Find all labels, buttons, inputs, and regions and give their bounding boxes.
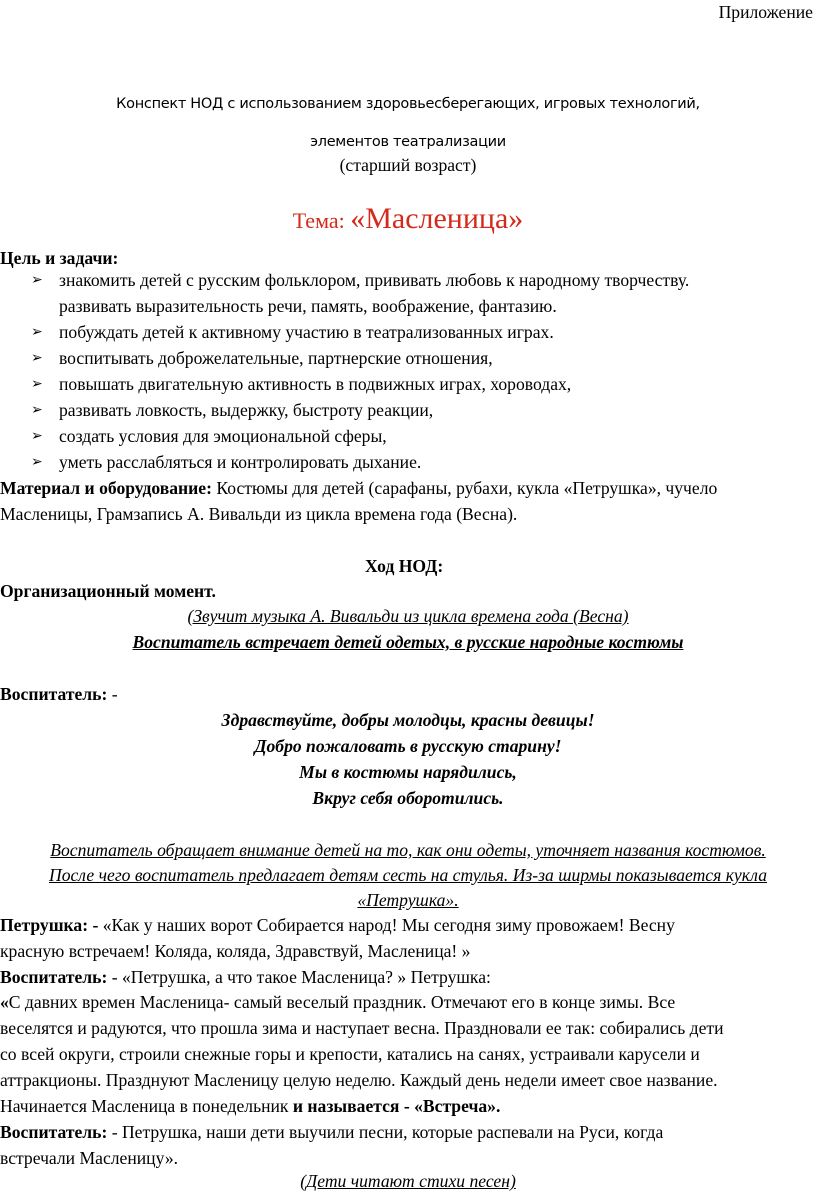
story-line (0, 989, 675, 1015)
course-heading: Ход НОД: (365, 556, 444, 576)
arrow-bullet-icon: ➢ (31, 351, 43, 366)
goal-item: побуждать детей к активному участию в театрализованных играх. (59, 322, 554, 342)
poem-line: Вкруг себя оборотились. (312, 788, 504, 808)
teacher-label: Воспитатель: (0, 1122, 108, 1142)
teacher-line (0, 681, 118, 707)
teacher-reply (0, 1119, 663, 1145)
goal-item: знакомить детей с русским фольклором, прививать любовь к народному творчеству. (59, 270, 690, 290)
poem-line: Мы в костюмы нарядились, (299, 762, 517, 782)
arrow-bullet-icon: ➢ (31, 455, 43, 470)
goal-item: развивать выразительность речи, память, воображение, фантазию. (59, 296, 557, 316)
story-line: со всей округи, строили снежные горы и крепости, катались на санях, устраивали карусели и (0, 1044, 700, 1064)
teacher-meets-note: Воспитатель встречает детей одетых, в русские народные костюмы (132, 632, 684, 652)
remark-line: «Петрушка». (357, 890, 459, 910)
theme-name: «Масленица» (350, 202, 524, 235)
org-moment: Организационный момент. (0, 581, 216, 601)
story-quote: « (0, 992, 9, 1012)
remark-line: После чего воспитатель предлагает детям сесть на стулья. Из-за ширмы показывается кукла (48, 865, 767, 885)
remark-line: Воспитатель обращает внимание детей на то, как они одеты, уточняет названия костюмов. (50, 840, 766, 860)
story-text: Начинается Масленица в понедельник (0, 1096, 293, 1116)
children-read-note: (Дети читают стихи песен) (300, 1171, 516, 1191)
goals-label: Цель и задачи: (0, 248, 119, 268)
teacher-question (0, 964, 491, 990)
materials-line-1 (0, 475, 717, 501)
materials-label: Материал и оборудование: (0, 478, 212, 498)
teacher-label: Воспитатель: (0, 967, 108, 987)
teacher-reply-text: - Петрушка, наши дети выучили песни, которые распевали на Руси, когда (107, 1122, 664, 1142)
goal-item: воспитывать доброжелательные, партнерские отношения, (59, 348, 493, 368)
goal-item: создать условия для эмоциональной сферы, (59, 426, 387, 446)
story-text: С давних времен Масленица- самый веселый праздник. Отмечают его в конце зимы. Все (8, 992, 676, 1012)
arrow-bullet-icon: ➢ (31, 273, 43, 288)
poem-line: Добро пожаловать в русскую старину! (254, 736, 562, 756)
petrushka-text: «Как у наших ворот Собирается народ! Мы сегодня зиму провожаем! Весну (98, 915, 675, 935)
age-group: (старший возраст) (339, 155, 477, 175)
story-line: аттракционы. Празднуют Масленицу целую неделю. Каждый день недели имеет свое название. (0, 1070, 718, 1090)
petrushka-line-2: красную встречаем! Коляда, коляда, Здравствуй, Масленица! » (0, 941, 471, 961)
music-note: (Звучит музыка А. Вивальди из цикла времена года (Весна) (187, 606, 629, 626)
materials-line-2: Масленицы, Грамзапись А. Вивальди из цикла времена года (Весна). (0, 504, 518, 524)
title-line-2: элементов театрализации (310, 134, 506, 150)
theme-heading (0, 200, 816, 240)
teacher-question-text: - «Петрушка, а что такое Масленица? » Петрушка: (107, 967, 491, 987)
story-line (0, 1093, 500, 1119)
arrow-bullet-icon: ➢ (31, 325, 43, 340)
petrushka-line-1 (0, 912, 675, 938)
appendix-label: Приложение (718, 2, 813, 22)
poem-line: Здравствуйте, добры молодцы, красны девицы! (221, 710, 595, 730)
arrow-bullet-icon: ➢ (31, 403, 43, 418)
teacher-label: Воспитатель: (0, 684, 108, 704)
goal-item: повышать двигательную активность в подвижных играх, хороводах, (59, 374, 572, 394)
title-line-1: Конспект НОД с использованием здоровьесберегающих, игровых технологий, (116, 96, 700, 112)
teacher-reply-line-2: встречали Масленицу». (0, 1148, 179, 1168)
theme-prefix: Тема: (292, 208, 345, 233)
petrushka-label: Петрушка: - (0, 915, 99, 935)
story-line: веселятся и радуются, что прошла зима и наступает весна. Праздновали ее так: собирались дети (0, 1018, 724, 1038)
story-bold-text: и называется - «Встреча». (292, 1096, 501, 1116)
materials-text: Костюмы для детей (сарафаны, рубахи, кукла «Петрушка», чучело (211, 478, 718, 498)
teacher-dash: - (107, 684, 118, 704)
arrow-bullet-icon: ➢ (31, 377, 43, 392)
goal-item: развивать ловкость, выдержку, быстроту реакции, (59, 400, 434, 420)
arrow-bullet-icon: ➢ (31, 429, 43, 444)
goal-item: уметь расслабляться и контролировать дыхание. (59, 452, 422, 472)
